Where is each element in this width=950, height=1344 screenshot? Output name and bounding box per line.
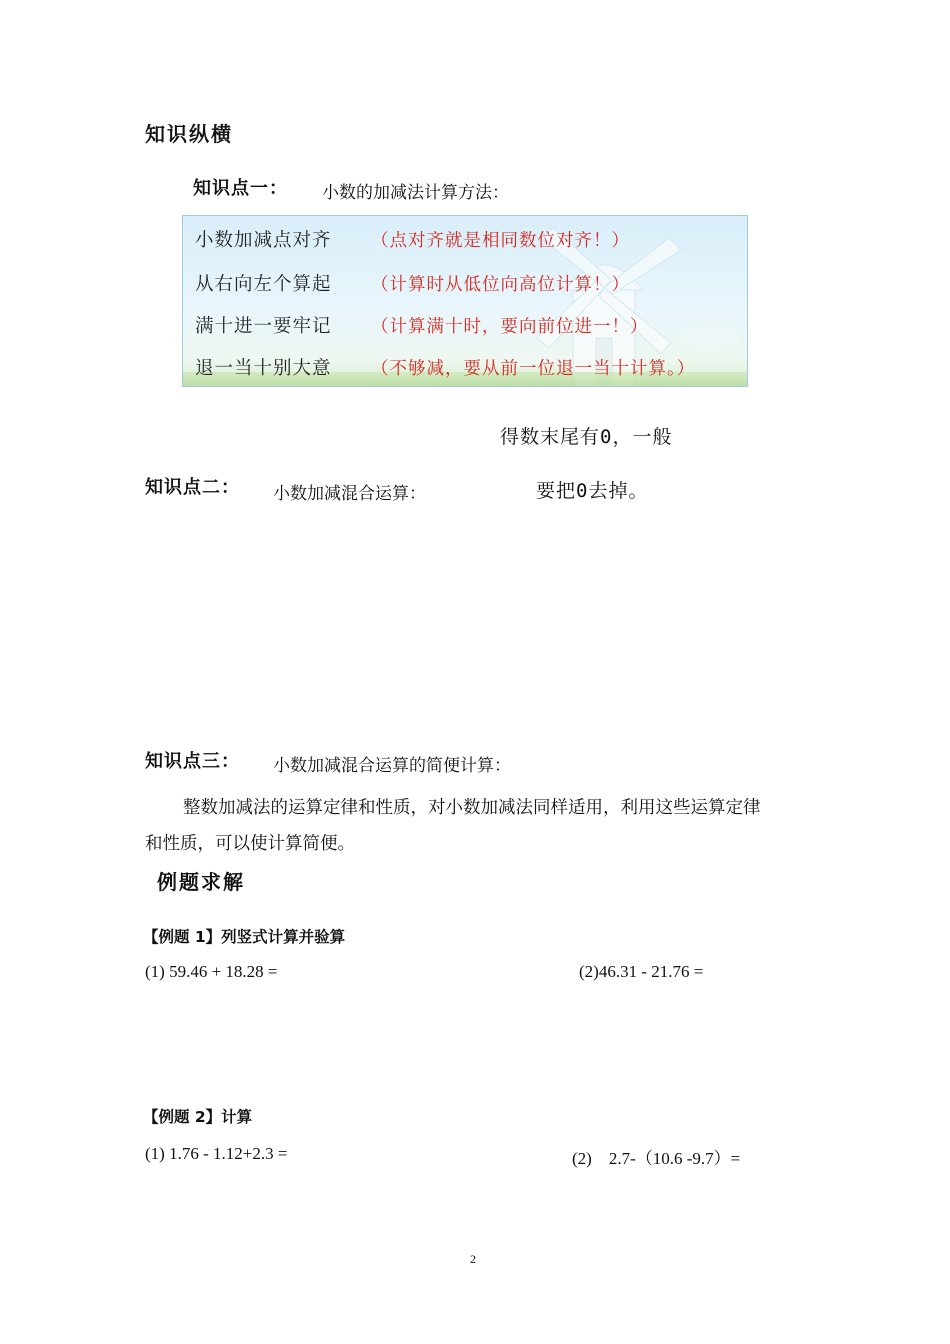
rule-1-left: 小数加减点对齐 — [195, 230, 332, 251]
rule-row-2 — [195, 268, 630, 298]
rule-row-4 — [195, 352, 695, 382]
rule-4-left: 退一当十别大意 — [195, 358, 332, 379]
kp1-label: 知识点一： — [193, 178, 288, 199]
example-2-problem-2: (2) 2.7-（10.6 -9.7）= — [572, 1149, 741, 1168]
example-1-problem-1: (1) 59.46 + 18.28 = — [145, 962, 278, 981]
kp2-label: 知识点二： — [145, 477, 240, 498]
rule-4-right: （不够减，要从前一位退一当十计算。） — [371, 358, 696, 379]
kp3-text: 小数加减混合运算的简便计算： — [273, 756, 511, 776]
example-1-title: 【例题 1】列竖式计算并验算 — [143, 928, 346, 946]
rule-2-right: （计算时从低位向高位计算！） — [371, 274, 630, 295]
rule-row-1 — [195, 224, 630, 254]
example-2-problem-1: (1) 1.76 - 1.12+2.3 = — [145, 1144, 288, 1163]
section-title-knowledge: 知识纵横 — [145, 122, 233, 146]
kp1-text: 小数的加减法计算方法： — [322, 183, 509, 203]
rule-row-3 — [195, 310, 649, 340]
section-title-examples: 例题求解 — [157, 870, 245, 894]
page-number: 2 — [470, 1252, 476, 1266]
example-2-title: 【例题 2】计算 — [143, 1108, 253, 1126]
rule-3-right: （计算满十时，要向前位进一！） — [371, 316, 649, 337]
rule-2-left: 从右向左个算起 — [195, 274, 332, 295]
paragraph-line-2: 和性质，可以使计算简便。 — [145, 834, 355, 854]
example-1-problem-2: (2)46.31 - 21.76 = — [579, 962, 704, 981]
rules-panel — [182, 215, 748, 387]
note-line-1: 得数末尾有0，一般 — [500, 426, 673, 448]
kp3-label: 知识点三： — [145, 751, 240, 772]
rule-3-left: 满十进一要牢记 — [195, 316, 332, 337]
note-line-2: 要把0去掉。 — [536, 480, 649, 502]
kp2-text: 小数加减混合运算： — [273, 484, 426, 504]
rule-1-right: （点对齐就是相同数位对齐！） — [371, 230, 630, 251]
paragraph-line-1: 整数加减法的运算定律和性质，对小数加减法同样适用，利用这些运算定律 — [183, 798, 761, 818]
